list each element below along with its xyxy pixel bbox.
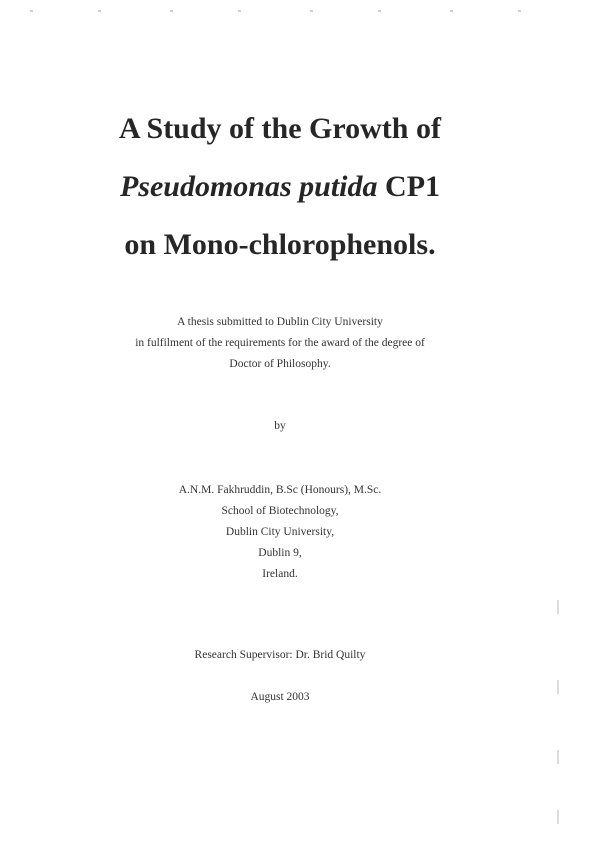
scan-artifact-edge	[557, 600, 559, 830]
author-block	[0, 480, 560, 585]
submission-date: August 2003	[250, 691, 310, 703]
research-supervisor: Research Supervisor: Dr. Brid Quilty	[194, 649, 366, 661]
author-name: A.N.M. Fakhruddin, B.Sc (Honours), M.Sc.	[178, 484, 382, 496]
title-line-3: on Mono-chlorophenols.	[124, 228, 436, 261]
author-country: Ireland.	[262, 568, 298, 580]
submission-statement	[0, 312, 560, 375]
author-school: School of Biotechnology,	[221, 505, 339, 517]
title-line-1: A Study of the Growth of	[119, 112, 441, 145]
scan-artifact-top	[0, 10, 595, 14]
strain-name: CP1	[377, 170, 441, 203]
submission-line-3: Doctor of Philosophy.	[229, 358, 331, 370]
submission-line-2: in fulfilment of the requirements for the award of the degree of	[135, 337, 425, 349]
thesis-title	[0, 100, 560, 274]
submission-line-1: A thesis submitted to Dublin City University	[177, 316, 383, 328]
author-university: Dublin City University,	[225, 526, 335, 538]
author-city: Dublin 9,	[258, 547, 302, 559]
species-name: Pseudomonas putida	[119, 170, 378, 203]
title-line-2	[0, 158, 560, 216]
by-label: by	[274, 420, 286, 432]
